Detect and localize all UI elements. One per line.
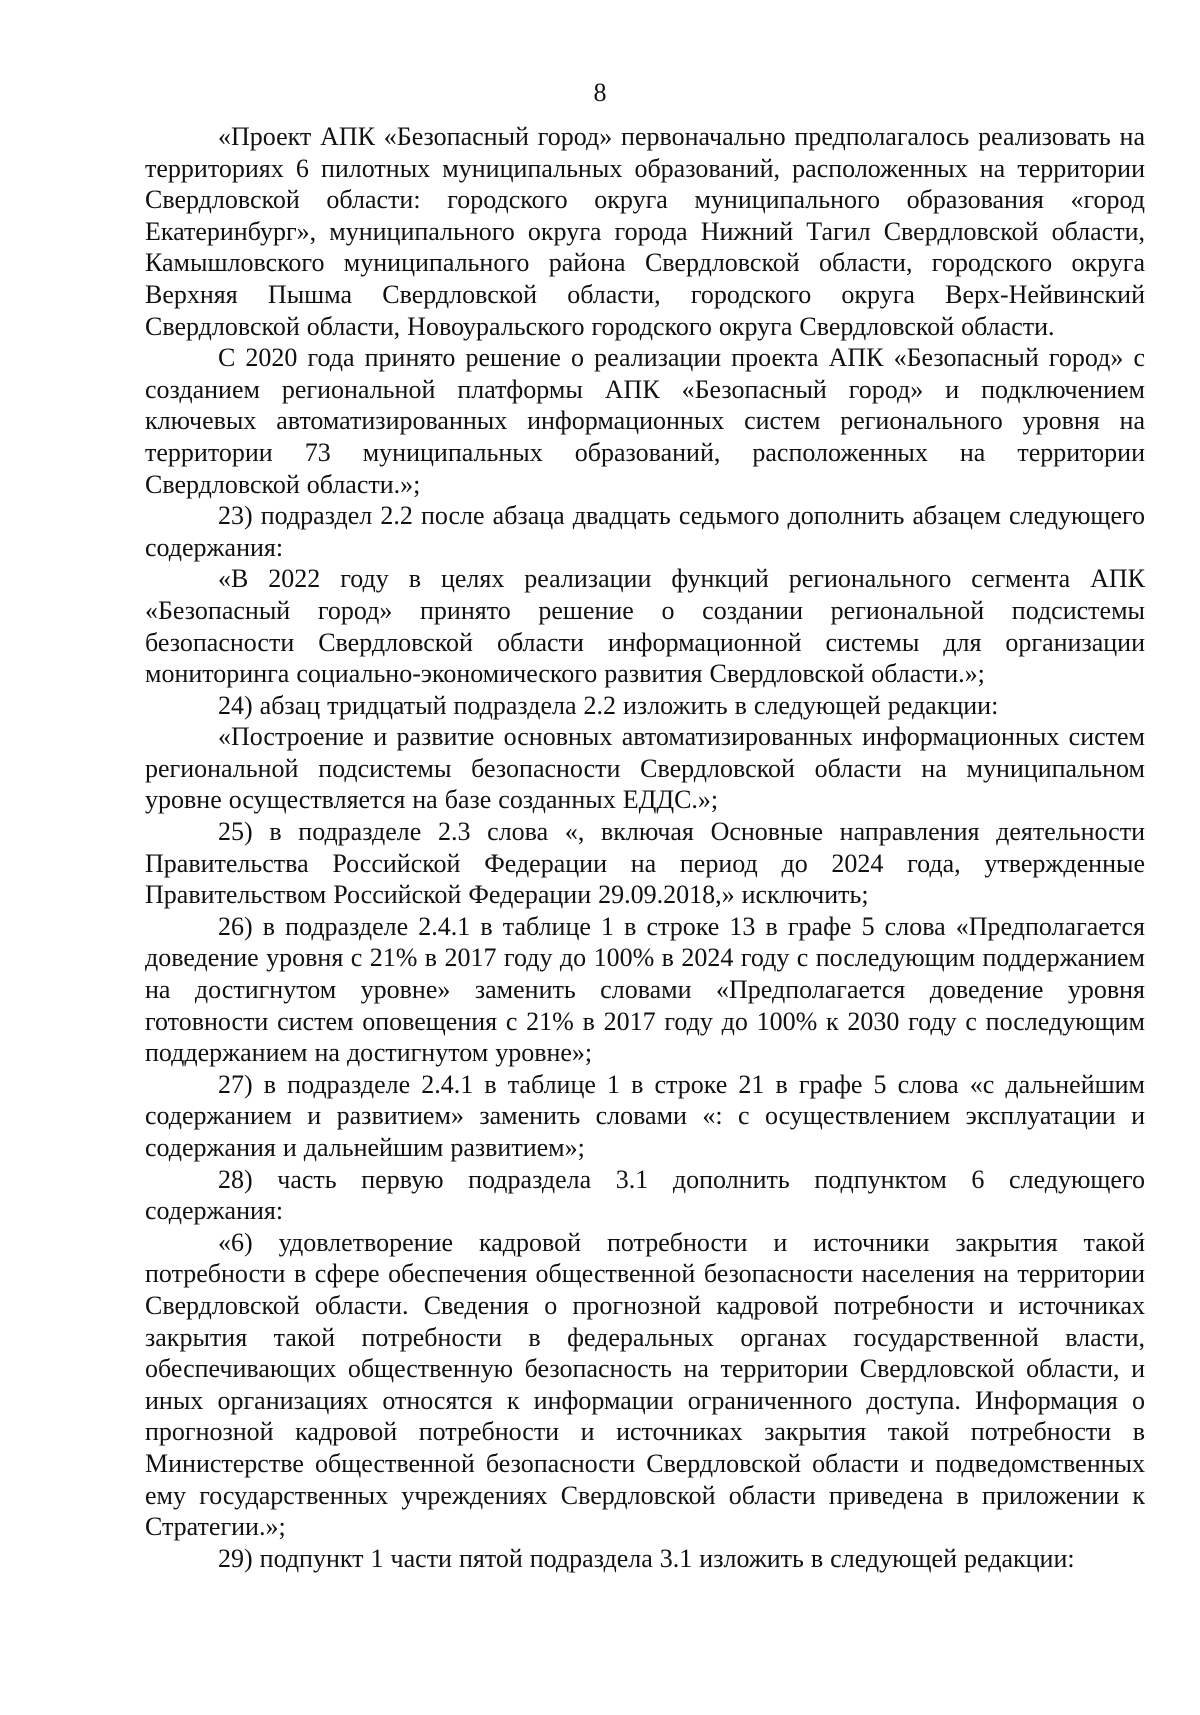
paragraph: «6) удовлетворение кадровой потребности и источники закрытия такой потребности в сфере обеспечения общественной безопасности населения на территории Свердловской области. Сведения о прогнозной кадровой потребности и источниках закрытия такой потребности в федеральных органах государственной власти, обеспечивающих общественную безопасность на территории Свердловской области, и иных организациях относятся к информации ограниченного доступа. Информация о прогнозной кадровой потребности и источниках закрытия такой потребности в Министерстве общественной безопасности Свердловской области и подведомственных ему государственных учреждениях Свердловской области приведена в приложении к Стратегии.»; bbox=[145, 1227, 1145, 1542]
paragraph: «Построение и развитие основных автоматизированных информационных систем региональной подсистемы безопасности Свердловской области на муниципальном уровне осуществляется на базе созданных ЕДДС.»; bbox=[145, 722, 1145, 815]
paragraph: 28) часть первую подраздела 3.1 дополнить подпунктом 6 следующего содержания: bbox=[145, 1164, 1145, 1226]
paragraph: 27) в подразделе 2.4.1 в таблице 1 в строке 21 в графе 5 слова «с дальнейшим содержанием и развитием» заменить словами «: с осуществлением эксплуатации и содержания и дальнейшим развитием»; bbox=[145, 1069, 1145, 1162]
document-body bbox=[145, 121, 1145, 1574]
paragraph: 24) абзац тридцатый подраздела 2.2 изложить в следующей редакции: bbox=[218, 690, 999, 720]
page-number: 8 bbox=[593, 78, 607, 107]
paragraph: 25) в подразделе 2.3 слова «, включая Основные направления деятельности Правительства Российской Федерации на период до 2024 года, утвержденные Правительством Российской Федерации 29.09.2018,» исключить; bbox=[145, 817, 1145, 910]
paragraph: «Проект АПК «Безопасный город» первоначально предполагалось реализовать на территориях 6 пилотных муниципальных образований, расположенных на территории Свердловской области: городского округа муниципального образования «город Екатеринбург», муниципального округа города Нижний Тагил Свердловской области, Камышловского муниципального района Свердловской области, городского округа Верхняя Пышма Свердловской области, городского округа Верх-Нейвинский Свердловской области, Новоуральского городского округа Свердловской области. bbox=[145, 122, 1145, 341]
paragraph: 29) подпункт 1 части пятой подраздела 3.1 изложить в следующей редакции: bbox=[218, 1543, 1075, 1573]
paragraph: 26) в подразделе 2.4.1 в таблице 1 в строке 13 в графе 5 слова «Предполагается доведение уровня с 21% в 2017 году до 100% в 2024 году с последующим поддержанием на достигнутом уровне» заменить словами «Предполагается доведение уровня готовности систем оповещения с 21% в 2017 году до 100% к 2030 году с последующим поддержанием на достигнутом уровне»; bbox=[145, 911, 1145, 1068]
paragraph: 23) подраздел 2.2 после абзаца двадцать седьмого дополнить абзацем следующего содержания: bbox=[145, 501, 1145, 562]
paragraph: С 2020 года принято решение о реализации проекта АПК «Безопасный город» с созданием региональной платформы АПК «Безопасный город» и подключением ключевых автоматизированных информационных систем регионального уровня на территории 73 муниципальных образований, расположенных на территории Свердловской области.»; bbox=[145, 343, 1145, 499]
paragraph: «В 2022 году в целях реализации функций регионального сегмента АПК «Безопасный город» принято решение о создании региональной подсистемы безопасности Свердловской области информационной системы для организации мониторинга социально-экономического развития Свердловской области.»; bbox=[145, 564, 1145, 689]
